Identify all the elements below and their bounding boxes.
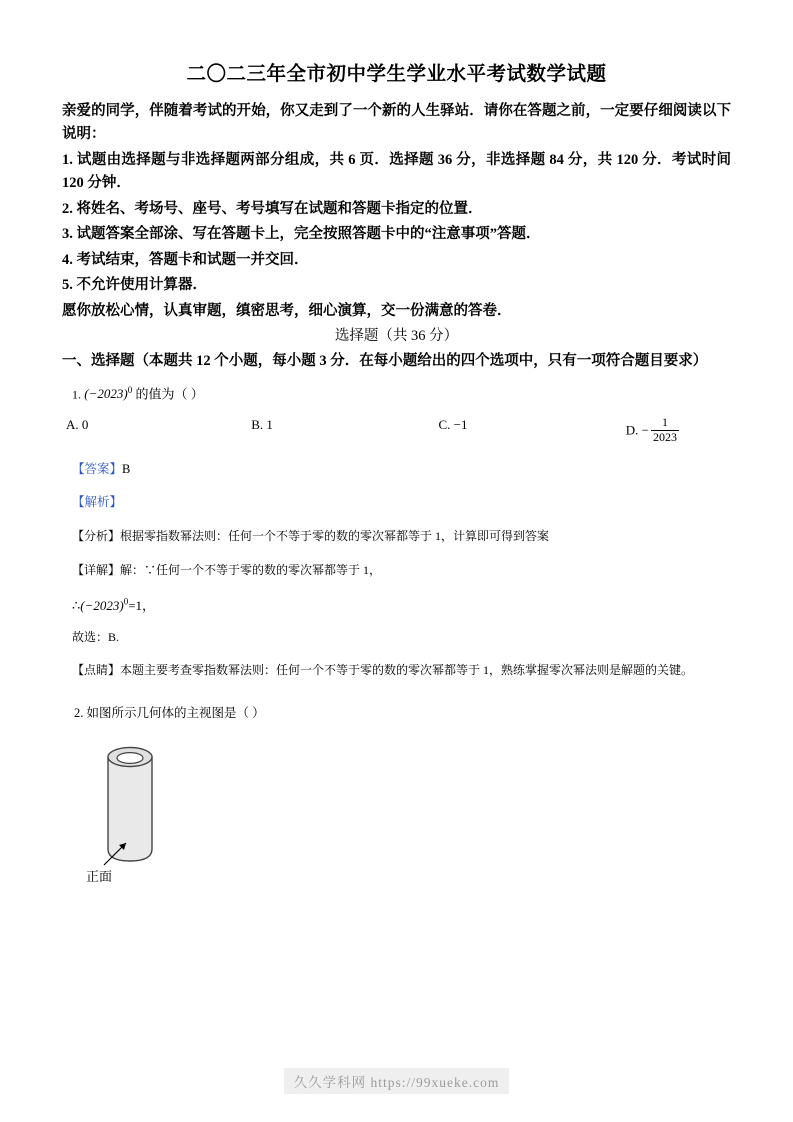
option-d[interactable] — [564, 417, 731, 446]
question-1-detail-math — [72, 595, 731, 614]
option-a-letter: A. — [66, 417, 79, 433]
intro-paragraph-1: 亲爱的同学，伴随着考试的开始，你又走到了一个新的人生驿站．请你在答题之前，一定要仔细阅读以下说明： — [62, 103, 731, 143]
option-d-fraction-denominator: 2023 — [652, 429, 677, 444]
analysis-title: 【分析】 — [72, 528, 121, 543]
answer-label: 【答案】 — [72, 461, 123, 476]
option-a[interactable] — [62, 417, 229, 433]
option-b[interactable] — [229, 417, 396, 433]
question-1-expression-base: (−2023) — [84, 386, 128, 402]
detail-label: 【详解】 — [72, 563, 121, 578]
question-1-number: 1. — [72, 387, 81, 402]
question-2-stem — [74, 703, 731, 721]
cylinder-tube-figure — [78, 735, 258, 895]
detail-math-exponent: 0 — [123, 596, 129, 607]
option-d-text: − — [641, 422, 649, 438]
cylinder-inner-hole — [117, 753, 143, 764]
section-title-center: 选择题（共 36 分） — [334, 328, 459, 345]
keypoint-text: 本题主要考查零指数幂法则：任何一个不等于零的数的零次幂都等于 1，熟练掌握零次幂法则是解题的关键。 — [120, 662, 694, 677]
intro-paragraph-6: 5. 不允许使用计算器． — [62, 277, 207, 294]
option-b-letter: B. — [251, 417, 264, 433]
section-heading-choice: 一、选择题（本题共 12 个小题，每小题 3 分．在每小题给出的四个选项中，只有一项符合题目要求） — [62, 352, 708, 369]
question-1-analysis-header — [72, 492, 731, 512]
detail-math-tail: =1， — [128, 597, 156, 613]
question-1-options — [62, 417, 731, 446]
question-2-figure — [78, 735, 258, 895]
keypoint-label: 【点睛】 — [72, 662, 121, 677]
option-c[interactable] — [397, 417, 564, 433]
question-1-expression-exponent: 0 — [127, 385, 133, 396]
answer-value: B — [122, 461, 131, 476]
option-a-text: 0 — [81, 417, 89, 433]
question-1-analysis — [72, 526, 731, 546]
option-d-letter: D. — [625, 422, 639, 438]
option-d-fraction-numerator: 1 — [651, 416, 679, 431]
question-2-text: 如图所示几何体的主视图是（ ） — [86, 706, 265, 721]
question-1-detail — [72, 560, 731, 580]
detail-text: 解：∵任何一个不等于零的数的零次幂都等于 1， — [120, 563, 382, 578]
intro-paragraph-7: 愿你放松心情，认真审题，缜密思考，细心演算，交一份满意的答卷． — [62, 302, 512, 319]
option-b-text: 1 — [266, 417, 273, 433]
question-1-stem — [72, 383, 731, 405]
watermark-text: 久久学科网 https://99xueke.com — [284, 1068, 510, 1094]
analysis-label: 【解析】 — [72, 494, 123, 509]
cylinder-body — [108, 757, 152, 861]
intro-paragraph-2: 1. 试题由选择题与非选择题两部分组成，共 6 页．选择题 36 分，非选择题 84 分，共 120 分．考试时间 120 分钟． — [62, 151, 731, 192]
option-d-fraction — [651, 416, 679, 445]
question-1-stem-tail: 的值为（ ） — [135, 386, 204, 402]
question-2-number: 2. — [74, 706, 84, 721]
intro-paragraph-4: 3. 试题答案全部涂、写在答题卡上，完全按照答题卡中的“注意事项”答题． — [62, 226, 541, 243]
question-1-conclusion: 故选：B. — [72, 629, 120, 644]
detail-math-prefix: ∴ — [72, 597, 81, 613]
intro-paragraph-3: 2. 将姓名、考场号、座号、考号填写在试题和答题卡指定的位置． — [62, 200, 483, 217]
figure-label-text: 正面 — [86, 869, 113, 885]
option-c-text: −1 — [453, 417, 468, 433]
page-title: 二〇二三年全市初中学生学业水平考试数学试题 — [186, 64, 607, 85]
question-1-keypoint — [72, 659, 731, 682]
footer-watermark — [0, 1068, 793, 1094]
intro-paragraph-5: 4. 考试结束，答题卡和试题一并交回． — [62, 251, 309, 268]
question-1-answer — [72, 459, 731, 479]
option-c-letter: C. — [438, 417, 451, 433]
detail-math-base: (−2023) — [80, 597, 124, 613]
analysis-text: 根据零指数幂法则：任何一个不等于零的数的零次幂都等于 1，计算即可得到答案 — [120, 528, 550, 543]
